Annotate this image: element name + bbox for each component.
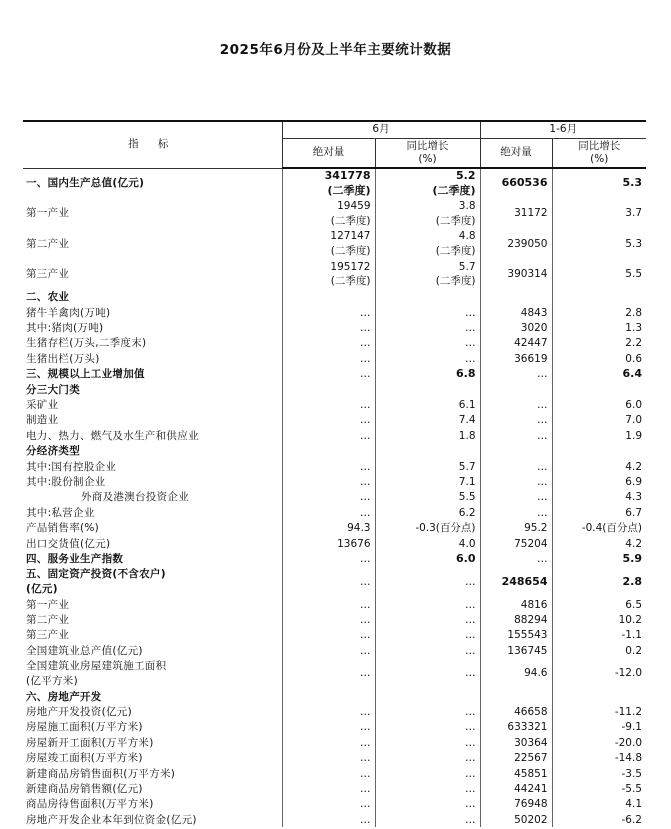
ytd-yoy-cell: 6.7 bbox=[625, 506, 642, 519]
june-yoy-cell: -0.3(百分点) bbox=[375, 520, 480, 535]
june-yoy-cell: … bbox=[375, 704, 480, 719]
june-yoy-cell: … bbox=[375, 628, 480, 643]
ytd-abs-cell: 30364 bbox=[480, 735, 552, 750]
ytd-yoy-cell: 6.0 bbox=[625, 398, 642, 411]
june-yoy-cell: … bbox=[375, 751, 480, 766]
ytd-yoy-cell bbox=[552, 290, 646, 305]
table-row bbox=[23, 397, 646, 412]
ytd-yoy-header bbox=[552, 138, 646, 168]
june-yoy-cell bbox=[375, 168, 480, 198]
june-abs-cell-note: (二季度) bbox=[327, 183, 371, 197]
ytd-yoy-cell: -0.4(百分点) bbox=[581, 522, 642, 535]
ytd-abs-cell: 4843 bbox=[480, 305, 552, 320]
ytd-abs-header: 绝对量 bbox=[480, 138, 552, 168]
indicator-cell: 房屋新开工面积(万平方米) bbox=[23, 735, 282, 750]
ytd-abs-cell bbox=[480, 382, 552, 397]
indicator-cell: 外商及港澳台投资企业 bbox=[23, 490, 282, 505]
ytd-yoy-cell: 4.2 bbox=[625, 460, 642, 473]
ytd-yoy-cell: -9.1 bbox=[621, 721, 642, 734]
june-yoy-cell bbox=[375, 229, 480, 259]
june-yoy-cell: … bbox=[375, 305, 480, 320]
june-yoy-header bbox=[375, 138, 480, 168]
indicator-cell: 房地产开发投资(亿元) bbox=[23, 704, 282, 719]
june-yoy-cell-value: 5.2 bbox=[456, 169, 476, 183]
ytd-abs-cell: … bbox=[480, 551, 552, 566]
june-abs-cell: … bbox=[282, 320, 375, 335]
june-abs-cell: … bbox=[282, 766, 375, 781]
ytd-yoy-cell: 2.8 bbox=[625, 306, 642, 319]
indicator-cell: 猪牛羊禽肉(万吨) bbox=[23, 305, 282, 320]
ytd-abs-cell: 22567 bbox=[480, 751, 552, 766]
table-row bbox=[23, 198, 646, 228]
table-row bbox=[23, 305, 646, 320]
indicator-cell: 生猪存栏(万头,二季度末) bbox=[23, 336, 282, 351]
june-yoy-cell: 6.1 bbox=[375, 397, 480, 412]
june-yoy-cell bbox=[375, 689, 480, 704]
june-abs-header: 绝对量 bbox=[282, 138, 375, 168]
june-abs-cell: … bbox=[282, 567, 375, 597]
ytd-header: 1-6月 bbox=[480, 121, 646, 138]
ytd-yoy-cell: 6.4 bbox=[622, 367, 642, 381]
ytd-yoy-cell: 5.3 bbox=[625, 237, 642, 250]
indicator-cell: 其中:私营企业 bbox=[23, 505, 282, 520]
indicator-label-cont: (亿元) bbox=[26, 582, 58, 595]
ytd-abs-cell: 633321 bbox=[480, 720, 552, 735]
june-abs-cell-value: 127147 bbox=[330, 230, 371, 243]
ytd-yoy-cell: 2.8 bbox=[622, 574, 642, 588]
ytd-abs-cell: … bbox=[480, 413, 552, 428]
indicator-cell: 全国建筑业总产值(亿元) bbox=[23, 643, 282, 658]
ytd-abs-cell: 155543 bbox=[480, 628, 552, 643]
june-yoy-cell: 5.5 bbox=[375, 490, 480, 505]
ytd-yoy-cell: 4.2 bbox=[625, 537, 642, 550]
ytd-yoy-cell: -12.0 bbox=[614, 667, 642, 680]
indicator-cell: 出口交货值(亿元) bbox=[23, 536, 282, 551]
ytd-yoy-cell: 6.5 bbox=[625, 598, 642, 611]
ytd-abs-cell: 390314 bbox=[480, 259, 552, 289]
ytd-abs-cell: 3020 bbox=[480, 320, 552, 335]
ytd-yoy-cell: 7.0 bbox=[625, 414, 642, 427]
ytd-abs-cell: 42447 bbox=[480, 336, 552, 351]
indicator-label: 全国建筑业房屋建筑施工面积 bbox=[26, 660, 167, 673]
ytd-yoy-cell: 5.3 bbox=[622, 176, 642, 190]
june-yoy-cell: 6.8 bbox=[375, 367, 480, 382]
table-row bbox=[23, 413, 646, 428]
indicator-header: 指 标 bbox=[23, 121, 282, 168]
ytd-abs-cell bbox=[480, 689, 552, 704]
ytd-yoy-cell: 5.5 bbox=[625, 268, 642, 281]
june-yoy-cell-note: (二季度) bbox=[435, 244, 476, 257]
june-abs-cell-note: (二季度) bbox=[330, 244, 371, 257]
june-yoy-cell-value: 5.7 bbox=[458, 260, 476, 273]
ytd-yoy-cell: -1.1 bbox=[621, 629, 642, 642]
june-abs-cell: … bbox=[282, 812, 375, 827]
june-abs-cell: … bbox=[282, 367, 375, 382]
ytd-yoy-cell: 10.2 bbox=[618, 614, 642, 627]
table-row bbox=[23, 474, 646, 489]
table-row bbox=[23, 704, 646, 719]
indicator-cell: 分经济类型 bbox=[23, 443, 282, 458]
june-yoy-cell: … bbox=[375, 735, 480, 750]
table-row bbox=[23, 505, 646, 520]
ytd-yoy-cell: 3.7 bbox=[625, 207, 642, 220]
ytd-abs-cell: 50202 bbox=[480, 812, 552, 827]
ytd-yoy-cell: 4.3 bbox=[625, 491, 642, 504]
ytd-abs-cell: … bbox=[480, 367, 552, 382]
ytd-yoy-cell bbox=[552, 382, 646, 397]
table-row bbox=[23, 659, 646, 689]
table-row bbox=[23, 643, 646, 658]
statistics-table bbox=[23, 120, 646, 827]
june-abs-cell: … bbox=[282, 505, 375, 520]
june-abs-cell bbox=[282, 689, 375, 704]
indicator-cell: 其中:猪肉(万吨) bbox=[23, 320, 282, 335]
ytd-abs-cell: 46658 bbox=[480, 704, 552, 719]
yoy-header-line1: 同比增长 bbox=[578, 139, 621, 152]
table-row bbox=[23, 428, 646, 443]
table-row bbox=[23, 490, 646, 505]
ytd-yoy-cell: -3.5 bbox=[621, 767, 642, 780]
yoy-header-line2: (%) bbox=[418, 152, 437, 165]
ytd-yoy-cell: -5.5 bbox=[621, 782, 642, 795]
ytd-abs-cell: 31172 bbox=[480, 198, 552, 228]
indicator-cell: 产品销售率(%) bbox=[23, 520, 282, 535]
indicator-cell: 其中:国有控股企业 bbox=[23, 459, 282, 474]
indicator-cell: 房地产开发企业本年到位资金(亿元) bbox=[23, 812, 282, 827]
ytd-abs-cell: 36619 bbox=[480, 351, 552, 366]
table-row bbox=[23, 689, 646, 704]
indicator-cell bbox=[23, 659, 282, 689]
table-row bbox=[23, 382, 646, 397]
ytd-yoy-cell bbox=[552, 689, 646, 704]
june-yoy-cell: … bbox=[375, 812, 480, 827]
june-abs-cell-value: 341778 bbox=[324, 169, 371, 183]
ytd-abs-cell: 94.6 bbox=[480, 659, 552, 689]
ytd-yoy-cell: -14.8 bbox=[614, 752, 642, 765]
ytd-yoy-cell bbox=[552, 443, 646, 458]
june-abs-cell bbox=[282, 382, 375, 397]
table-row bbox=[23, 459, 646, 474]
june-abs-cell: … bbox=[282, 351, 375, 366]
ytd-yoy-cell: 1.9 bbox=[625, 429, 642, 442]
june-abs-cell-value: 195172 bbox=[330, 260, 371, 273]
ytd-abs-cell: 76948 bbox=[480, 797, 552, 812]
document-title: 2025年6月份及上半年主要统计数据 bbox=[219, 42, 452, 58]
june-yoy-cell: 4.0 bbox=[375, 536, 480, 551]
june-abs-cell: … bbox=[282, 797, 375, 812]
table-row bbox=[23, 443, 646, 458]
table-row bbox=[23, 520, 646, 535]
indicator-cell: 新建商品房销售面积(万平方米) bbox=[23, 766, 282, 781]
table-row bbox=[23, 567, 646, 597]
indicator-cell: 第二产业 bbox=[23, 612, 282, 627]
june-yoy-cell-value: 4.8 bbox=[458, 230, 476, 243]
table-row bbox=[23, 259, 646, 289]
june-yoy-cell: … bbox=[375, 320, 480, 335]
ytd-abs-cell: … bbox=[480, 428, 552, 443]
june-yoy-cell: … bbox=[375, 351, 480, 366]
indicator-cell: 电力、热力、燃气及水生产和供应业 bbox=[23, 428, 282, 443]
table-row bbox=[23, 351, 646, 366]
ytd-abs-cell: 4816 bbox=[480, 597, 552, 612]
ytd-abs-cell: 248654 bbox=[480, 567, 552, 597]
june-yoy-cell: … bbox=[375, 720, 480, 735]
june-abs-cell: … bbox=[282, 612, 375, 627]
june-yoy-cell-value: 3.8 bbox=[458, 200, 476, 213]
ytd-abs-cell: … bbox=[480, 505, 552, 520]
june-abs-cell: … bbox=[282, 428, 375, 443]
indicator-cell: 第三产业 bbox=[23, 259, 282, 289]
indicator-cell: 第二产业 bbox=[23, 229, 282, 259]
table-row bbox=[23, 628, 646, 643]
june-header: 6月 bbox=[282, 121, 480, 138]
june-abs-cell: … bbox=[282, 735, 375, 750]
june-abs-cell: … bbox=[282, 474, 375, 489]
june-yoy-cell: … bbox=[375, 612, 480, 627]
june-abs-cell: … bbox=[282, 751, 375, 766]
indicator-cell: 其中:股份制企业 bbox=[23, 474, 282, 489]
june-yoy-cell: 7.4 bbox=[375, 413, 480, 428]
indicator-cell: 新建商品房销售额(亿元) bbox=[23, 781, 282, 796]
indicator-cell bbox=[23, 567, 282, 597]
june-abs-cell: … bbox=[282, 305, 375, 320]
indicator-cell: 商品房待售面积(万平方米) bbox=[23, 797, 282, 812]
indicator-cell: 采矿业 bbox=[23, 397, 282, 412]
june-yoy-cell-note: (二季度) bbox=[435, 214, 476, 227]
june-yoy-cell: … bbox=[375, 659, 480, 689]
indicator-cell: 二、农业 bbox=[23, 290, 282, 305]
indicator-cell: 制造业 bbox=[23, 413, 282, 428]
june-abs-cell bbox=[282, 290, 375, 305]
indicator-label: 五、固定资产投资(不含农户) bbox=[26, 568, 166, 581]
table-row bbox=[23, 367, 646, 382]
ytd-abs-cell: 44241 bbox=[480, 781, 552, 796]
ytd-yoy-cell: -11.2 bbox=[614, 706, 642, 719]
june-abs-cell: … bbox=[282, 704, 375, 719]
june-abs-cell-note: (二季度) bbox=[330, 214, 371, 227]
indicator-cell: 一、国内生产总值(亿元) bbox=[23, 168, 282, 198]
june-yoy-cell: … bbox=[375, 766, 480, 781]
june-yoy-cell: 5.7 bbox=[375, 459, 480, 474]
june-yoy-cell bbox=[375, 290, 480, 305]
june-yoy-cell bbox=[375, 259, 480, 289]
indicator-cell: 第一产业 bbox=[23, 597, 282, 612]
june-abs-cell bbox=[282, 198, 375, 228]
ytd-abs-cell: 660536 bbox=[480, 168, 552, 198]
indicator-cell: 房屋竣工面积(万平方米) bbox=[23, 751, 282, 766]
june-abs-cell: 94.3 bbox=[282, 520, 375, 535]
june-yoy-cell: 6.0 bbox=[375, 551, 480, 566]
june-yoy-cell bbox=[375, 198, 480, 228]
june-yoy-cell-note: (二季度) bbox=[435, 275, 476, 288]
table-row bbox=[23, 735, 646, 750]
ytd-yoy-cell: -6.2 bbox=[621, 813, 642, 826]
june-abs-cell-value: 19459 bbox=[337, 200, 371, 213]
june-yoy-cell: … bbox=[375, 597, 480, 612]
table-row bbox=[23, 320, 646, 335]
june-yoy-cell-note: (二季度) bbox=[432, 183, 476, 197]
table-row bbox=[23, 751, 646, 766]
june-abs-cell bbox=[282, 259, 375, 289]
indicator-cell: 分三大门类 bbox=[23, 382, 282, 397]
table-row bbox=[23, 720, 646, 735]
table-row bbox=[23, 781, 646, 796]
table-row bbox=[23, 612, 646, 627]
indicator-cell: 三、规模以上工业增加值 bbox=[23, 367, 282, 382]
table-row bbox=[23, 290, 646, 305]
indicator-cell: 房屋施工面积(万平方米) bbox=[23, 720, 282, 735]
june-abs-cell: … bbox=[282, 628, 375, 643]
ytd-abs-cell: 45851 bbox=[480, 766, 552, 781]
indicator-cell: 第一产业 bbox=[23, 198, 282, 228]
june-abs-cell: … bbox=[282, 336, 375, 351]
june-abs-cell: … bbox=[282, 459, 375, 474]
indicator-cell: 生猪出栏(万头) bbox=[23, 351, 282, 366]
ytd-yoy-cell: 5.9 bbox=[622, 551, 642, 565]
ytd-yoy-cell: 6.9 bbox=[625, 475, 642, 488]
table-row bbox=[23, 797, 646, 812]
june-abs-cell: … bbox=[282, 659, 375, 689]
june-yoy-cell: … bbox=[375, 797, 480, 812]
ytd-abs-cell: … bbox=[480, 397, 552, 412]
june-abs-cell-note: (二季度) bbox=[330, 275, 371, 288]
indicator-cell: 第三产业 bbox=[23, 628, 282, 643]
june-yoy-cell: … bbox=[375, 643, 480, 658]
ytd-abs-cell: … bbox=[480, 490, 552, 505]
indicator-cell: 四、服务业生产指数 bbox=[23, 551, 282, 566]
june-abs-cell: … bbox=[282, 490, 375, 505]
june-abs-cell: … bbox=[282, 413, 375, 428]
june-abs-cell: 13676 bbox=[282, 536, 375, 551]
table-row bbox=[23, 168, 646, 198]
ytd-yoy-cell: -20.0 bbox=[614, 736, 642, 749]
june-abs-cell: … bbox=[282, 643, 375, 658]
ytd-yoy-cell: 2.2 bbox=[625, 337, 642, 350]
june-abs-cell: … bbox=[282, 597, 375, 612]
june-abs-cell bbox=[282, 229, 375, 259]
ytd-yoy-cell: 4.1 bbox=[625, 798, 642, 811]
june-yoy-cell: … bbox=[375, 567, 480, 597]
ytd-yoy-cell: 1.3 bbox=[625, 322, 642, 335]
june-abs-cell bbox=[282, 443, 375, 458]
ytd-abs-cell bbox=[480, 290, 552, 305]
table-row bbox=[23, 551, 646, 566]
table-row bbox=[23, 766, 646, 781]
indicator-cell: 六、房地产开发 bbox=[23, 689, 282, 704]
june-abs-cell: … bbox=[282, 397, 375, 412]
ytd-abs-cell: … bbox=[480, 474, 552, 489]
june-yoy-cell: 6.2 bbox=[375, 505, 480, 520]
ytd-abs-cell: 239050 bbox=[480, 229, 552, 259]
june-yoy-cell: 7.1 bbox=[375, 474, 480, 489]
ytd-abs-cell: 88294 bbox=[480, 612, 552, 627]
june-abs-cell bbox=[282, 168, 375, 198]
june-abs-cell: … bbox=[282, 720, 375, 735]
table-row bbox=[23, 597, 646, 612]
june-yoy-cell: … bbox=[375, 781, 480, 796]
june-yoy-cell: … bbox=[375, 336, 480, 351]
ytd-yoy-cell: 0.2 bbox=[625, 644, 642, 657]
yoy-header-line1: 同比增长 bbox=[406, 139, 449, 152]
june-yoy-cell bbox=[375, 382, 480, 397]
table-row bbox=[23, 336, 646, 351]
table-row bbox=[23, 536, 646, 551]
june-yoy-cell: 1.8 bbox=[375, 428, 480, 443]
ytd-abs-cell: 95.2 bbox=[480, 520, 552, 535]
ytd-yoy-cell: 0.6 bbox=[625, 352, 642, 365]
june-yoy-cell bbox=[375, 443, 480, 458]
indicator-label-cont: (亿平方米) bbox=[26, 674, 78, 687]
ytd-abs-cell: … bbox=[480, 459, 552, 474]
june-abs-cell: … bbox=[282, 781, 375, 796]
table-row bbox=[23, 229, 646, 259]
ytd-abs-cell: 75204 bbox=[480, 536, 552, 551]
ytd-abs-cell: 136745 bbox=[480, 643, 552, 658]
table-header bbox=[23, 121, 646, 168]
ytd-abs-cell bbox=[480, 443, 552, 458]
yoy-header-line2: (%) bbox=[590, 152, 609, 165]
june-abs-cell: … bbox=[282, 551, 375, 566]
table-body bbox=[23, 168, 646, 827]
table-row bbox=[23, 812, 646, 827]
